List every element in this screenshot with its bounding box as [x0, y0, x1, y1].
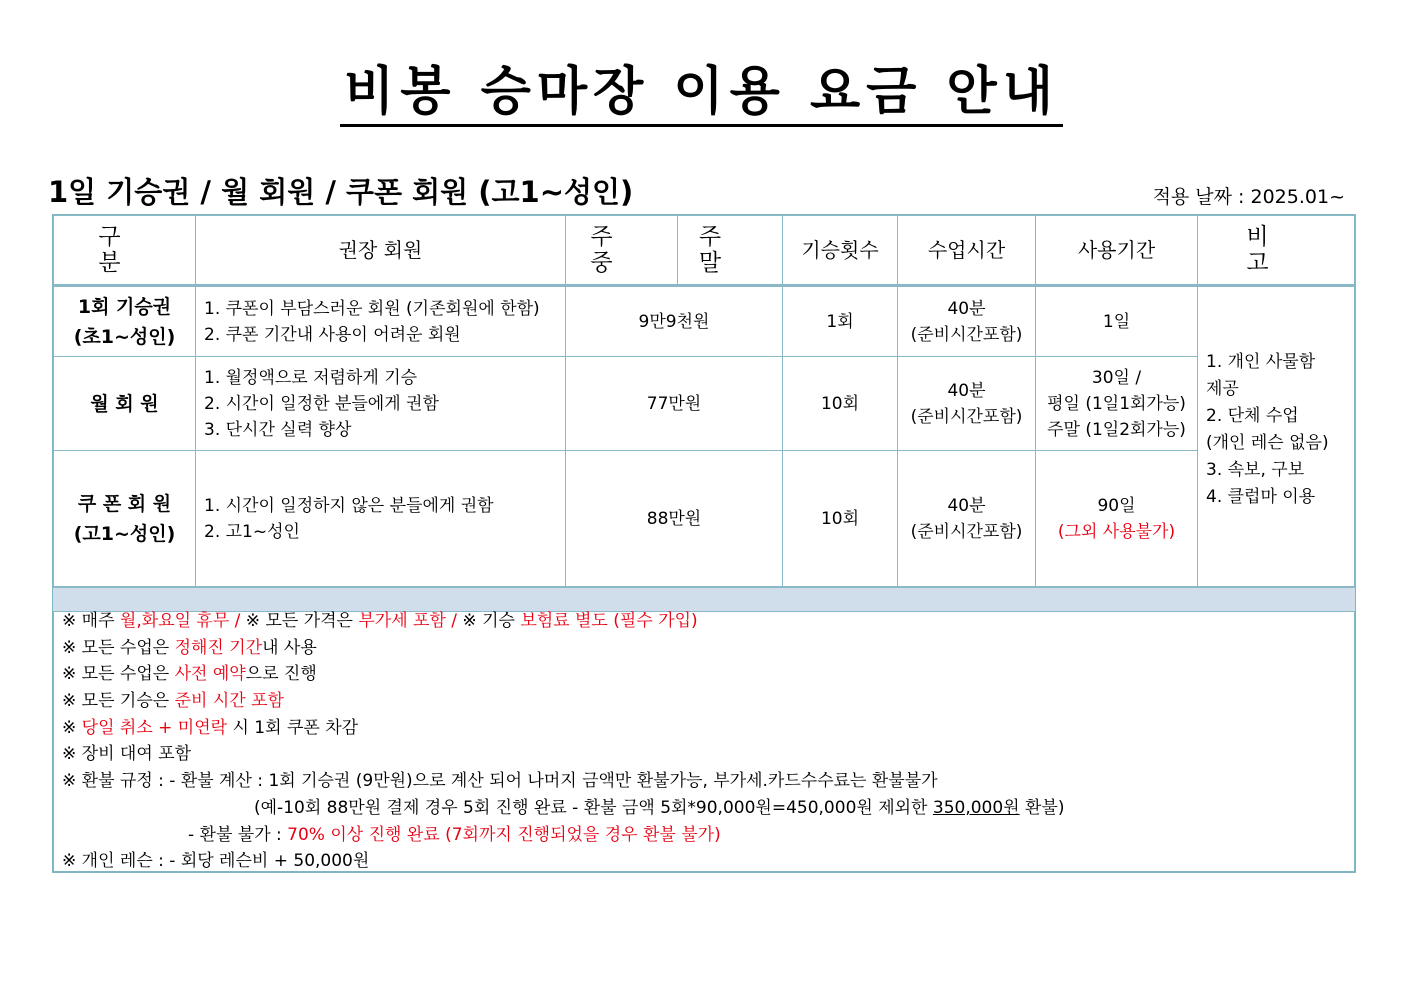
remarks-cell: 1. 개인 사물함 제공 2. 단체 수업 (개인 레슨 없음) 3. 속보, 구보 4. 클럽마 이용 — [1198, 286, 1356, 587]
row-period: 1일 — [1036, 286, 1198, 357]
row-category: 쿠 폰 회 원 (고1~성인) — [54, 451, 196, 587]
row-recommended: 1. 쿠폰이 부담스러운 회원 (기존회원에 한함) 2. 쿠폰 기간내 사용이 어려운 회원 — [196, 286, 566, 357]
note-line: ※ 모든 수업은 사전 예약으로 진행 — [62, 664, 317, 685]
header-category: 구 분 — [54, 216, 196, 286]
note-line: ※ 개인 레슨 : - 회당 레슨비 + 50,000원 — [62, 851, 370, 872]
notes-section — [62, 608, 1065, 875]
row-period: 30일 / 평일 (1일1회가능) 주말 (1일2회가능) — [1036, 357, 1198, 451]
note-line: - 환불 불가 : 70% 이상 진행 완료 (7회까지 진행되었을 경우 환불 불가) — [188, 824, 721, 845]
subtitle: 1일 기승권 / 월 회원 / 쿠폰 회원 (고1~성인) — [48, 175, 634, 209]
note-line: ※ 장비 대여 포함 — [62, 744, 191, 765]
period-note: (그외 사용불가) — [1057, 521, 1176, 542]
row-recommended: 1. 시간이 일정하지 않은 분들에게 권함 2. 고1~성인 — [196, 451, 566, 587]
header-weekend: 주 말 — [678, 216, 783, 286]
header-remarks: 비 고 — [1198, 216, 1356, 286]
row-class-time: 40분 (준비시간포함) — [898, 286, 1036, 357]
header-rides: 기승횟수 — [783, 216, 898, 286]
row-class-time: 40분 (준비시간포함) — [898, 357, 1036, 451]
note-line: ※ 모든 수업은 정해진 기간내 사용 — [62, 637, 317, 658]
row-category: 월 회 원 — [54, 357, 196, 451]
note-line: ※ 당일 취소 + 미연락 시 1회 쿠폰 차감 — [62, 717, 359, 738]
note-line: ※ 매주 월,화요일 휴무 / ※ 모든 가격은 부가세 포함 / ※ 기승 보험료 별도 (필수 가입) — [62, 611, 698, 631]
header-period: 사용기간 — [1036, 216, 1198, 286]
row-price: 77만원 — [566, 357, 783, 451]
table-row — [54, 451, 1356, 587]
page-title: 비봉 승마장 이용 요금 안내 — [0, 62, 1403, 127]
row-recommended: 1. 월정액으로 저렴하게 기승 2. 시간이 일정한 분들에게 권함 3. 단시간 실력 향상 — [196, 357, 566, 451]
header-class-time: 수업시간 — [898, 216, 1036, 286]
note-line: ※ 환불 규정 : - 환불 계산 : 1회 기승권 (9만원)으로 계산 되어 나머지 금액만 환불가능, 부가세.카드수수료는 환불불가 — [62, 771, 938, 792]
table-row — [54, 357, 1356, 451]
row-rides: 1회 — [783, 286, 898, 357]
note-line: (예-10회 88만원 결제 경우 5회 진행 완료 - 환불 금액 5회*90,000원=450,000원 제외한 350,000원 환불) — [254, 797, 1065, 818]
row-rides: 10회 — [783, 357, 898, 451]
row-category: 1회 기승권 (초1~성인) — [54, 286, 196, 357]
row-period: 90일 (그외 사용불가) — [1036, 451, 1198, 587]
row-rides: 10회 — [783, 451, 898, 587]
price-table — [53, 215, 1356, 587]
row-price: 9만9천원 — [566, 286, 783, 357]
header-recommended: 권장 회원 — [196, 216, 566, 286]
apply-date: 적용 날짜 : 2025.01~ — [1152, 186, 1345, 208]
header-weekday: 주 중 — [566, 216, 678, 286]
note-line: ※ 모든 기승은 준비 시간 포함 — [62, 691, 284, 712]
table-header-row — [54, 216, 1356, 286]
row-class-time: 40분 (준비시간포함) — [898, 451, 1036, 587]
table-row — [54, 286, 1356, 357]
row-price: 88만원 — [566, 451, 783, 587]
